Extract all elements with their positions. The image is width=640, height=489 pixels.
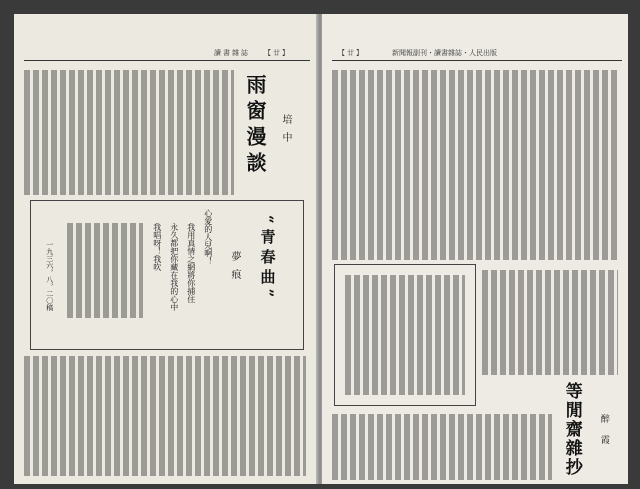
- body-text-block: [332, 70, 618, 260]
- left-page: [14, 14, 318, 484]
- body-text-block: [482, 270, 618, 375]
- page-number: 【廿】: [338, 49, 365, 57]
- article-author: 培中: [280, 114, 291, 150]
- poem-text: [67, 223, 143, 318]
- poem-date: 一九三六，八，二〇稿: [45, 241, 54, 311]
- page-number: 【廿】: [264, 49, 291, 57]
- body-text-block: [332, 414, 552, 480]
- poem-line: 心愛的人兒啊！: [203, 209, 213, 265]
- poem-box: [30, 200, 304, 350]
- header-rule: [24, 60, 310, 61]
- poem-line: 我唱呀！我吹: [152, 223, 162, 271]
- poem-line: 永久都把你藏在我的心中: [169, 223, 179, 311]
- running-header: 讀書雜誌: [214, 49, 250, 57]
- quote-text: [345, 275, 465, 395]
- article-author: 醉霞: [598, 414, 609, 456]
- poem-line: 我用真情之網將你捕住: [186, 223, 196, 303]
- article-title: 等閒齋雜抄: [561, 382, 582, 477]
- body-text-block: [24, 70, 234, 195]
- poem-title: “青春曲”: [258, 215, 277, 303]
- poem-author: 夢痕: [229, 251, 240, 287]
- header-rule: [332, 60, 622, 61]
- article-title: 雨窗漫談: [243, 74, 267, 178]
- running-header: 新聞報副刊・讀書雜誌・人民出版: [392, 49, 497, 57]
- right-page: [322, 14, 628, 484]
- quote-box: [334, 264, 476, 406]
- body-text-block: [24, 356, 306, 476]
